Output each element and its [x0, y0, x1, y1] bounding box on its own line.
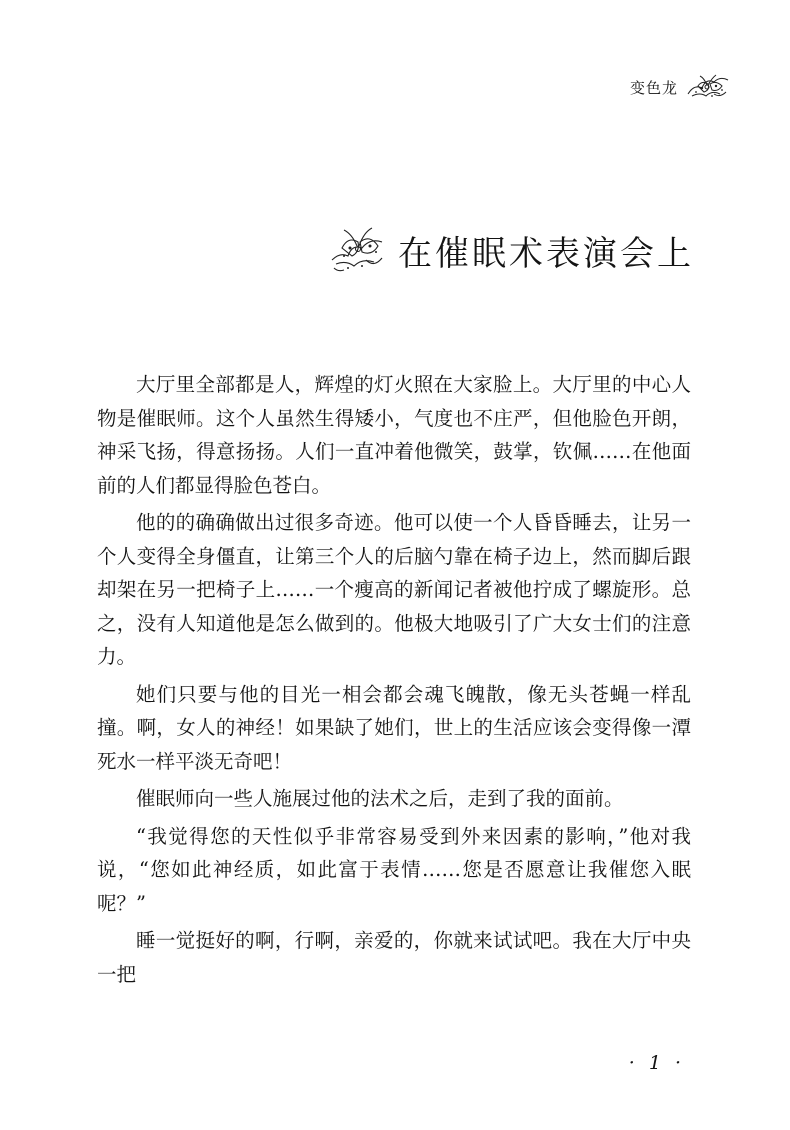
paragraph: 催眠师向一些人施展过他的法术之后，走到了我的面前。	[136, 787, 624, 810]
paragraph: “我觉得您的天性似乎非常容易受到外来因素的影响，”他对我说，“您如此神经质，如此富于表情……您是否愿意让我催您入眠呢？”	[97, 824, 691, 915]
paragraph: 他的的确确做出过很多奇迹。他可以使一个人昏昏睡去，让另一个人变得全身僵直，让第三个人的后脑勺靠在椅子边上，然而脚后跟却架在另一把椅子上……一个瘦高的新闻记者被他拧成了螺旋形。总之，没有人知道他是怎么做到的。他极大地吸引了广大女士们的注意力。	[97, 511, 691, 668]
paragraph: 大厅里全部都是人，辉煌的灯火照在大家脸上。大厅里的中心人物是催眠师。这个人虽然生得矮小，气度也不庄严，但他脸色开朗，神采飞扬，得意扬扬。人们一直冲着他微笑，鼓掌，钦佩……在他面前的人们都显得脸色苍白。	[97, 373, 691, 497]
chapter-title: 在催眠术表演会上	[398, 233, 694, 274]
butterfly-ornament-icon	[684, 72, 732, 102]
running-title: 变色龙	[629, 78, 678, 97]
page-number: · 1 ·	[628, 1052, 685, 1074]
running-header	[630, 72, 732, 102]
paragraph: 她们只要与他的目光一相会都会魂飞魄散，像无头苍蝇一样乱撞。啊，女人的神经！如果缺了她们，世上的生活应该会变得像一潭死水一样平淡无奇吧！	[97, 682, 691, 773]
body-text	[97, 368, 691, 995]
chapter-heading	[326, 222, 694, 278]
paragraph: 睡一觉挺好的啊，行啊，亲爱的，你就来试试吧。我在大厅中央一把	[97, 929, 691, 986]
butterfly-ornament-icon	[326, 222, 388, 278]
